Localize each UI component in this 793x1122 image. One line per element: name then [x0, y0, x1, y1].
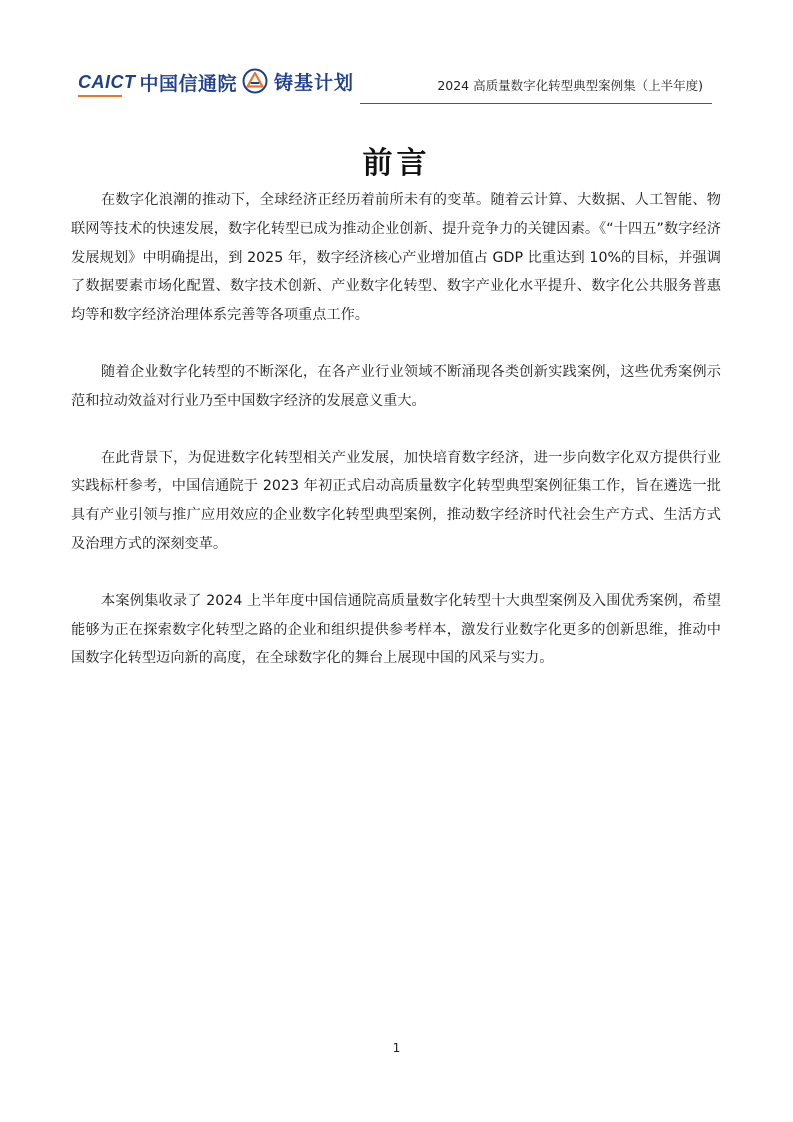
- program-name: 铸基计划: [274, 71, 355, 94]
- paragraph: 在此背景下，为促进数字化转型相关产业发展，加快培育数字经济，进一步向数字化双方提供行业实践标杆参考，中国信通院于 2023 年初正式启动高质量数字化转型典型案例征集工作，旨在遴选一批具有产业引领与推广应用效应的企业数字化转型典型案例，推动数字经济时代社会生产方式、生活方式及治理方式的深刻变革。: [71, 449, 721, 552]
- page-number: 1: [392, 1041, 401, 1055]
- paragraph: 本案例集收录了 2024 上半年度中国信通院高质量数字化转型十大典型案例及入围优秀案例，希望能够为正在探索数字化转型之路的企业和组织提供参考样本，激发行业数字化更多的创新思维，推动中国数字化转型迈向新的高度，在全球数字化的舞台上展现中国的风采与实力。: [71, 592, 721, 667]
- zhuji-triangle-icon: [242, 68, 268, 94]
- paragraph: 随着企业数字化转型的不断深化，在各产业行业领域不断涌现各类创新实践案例，这些优秀案例示范和拉动效益对行业乃至中国数字经济的发展意义重大。: [71, 363, 721, 409]
- org-name-cn: 中国信通院: [139, 72, 238, 95]
- caict-logo: [78, 70, 237, 94]
- document-title: 2024 高质量数字化转型典型案例集（上半年度): [437, 78, 703, 93]
- caict-wordmark: CAICT: [78, 71, 136, 92]
- page-header: [0, 0, 793, 110]
- paragraph: 在数字化浪潮的推动下，全球经济正经历着前所未有的变革。随着云计算、大数据、人工智能、物联网等技术的快速发展，数字化转型已成为推动企业创新、提升竞争力的关键因素。《“十四五”数字经济发展规划》中明确提出，到 2025 年，数字经济核心产业增加值占 GDP 比重达到 10%的目标，并强调了数据要素市场化配置、数字技术创新、产业数字化转型、数字产业化水平提升、数字化公共服务普惠均等和数字经济治理体系完善等各项重点工作。: [71, 192, 721, 324]
- header-divider: [360, 103, 712, 104]
- caict-underline: [78, 95, 122, 97]
- page-title: 前言: [362, 146, 431, 182]
- zhuji-program-logo: [242, 68, 354, 94]
- preface-body: [71, 186, 721, 701]
